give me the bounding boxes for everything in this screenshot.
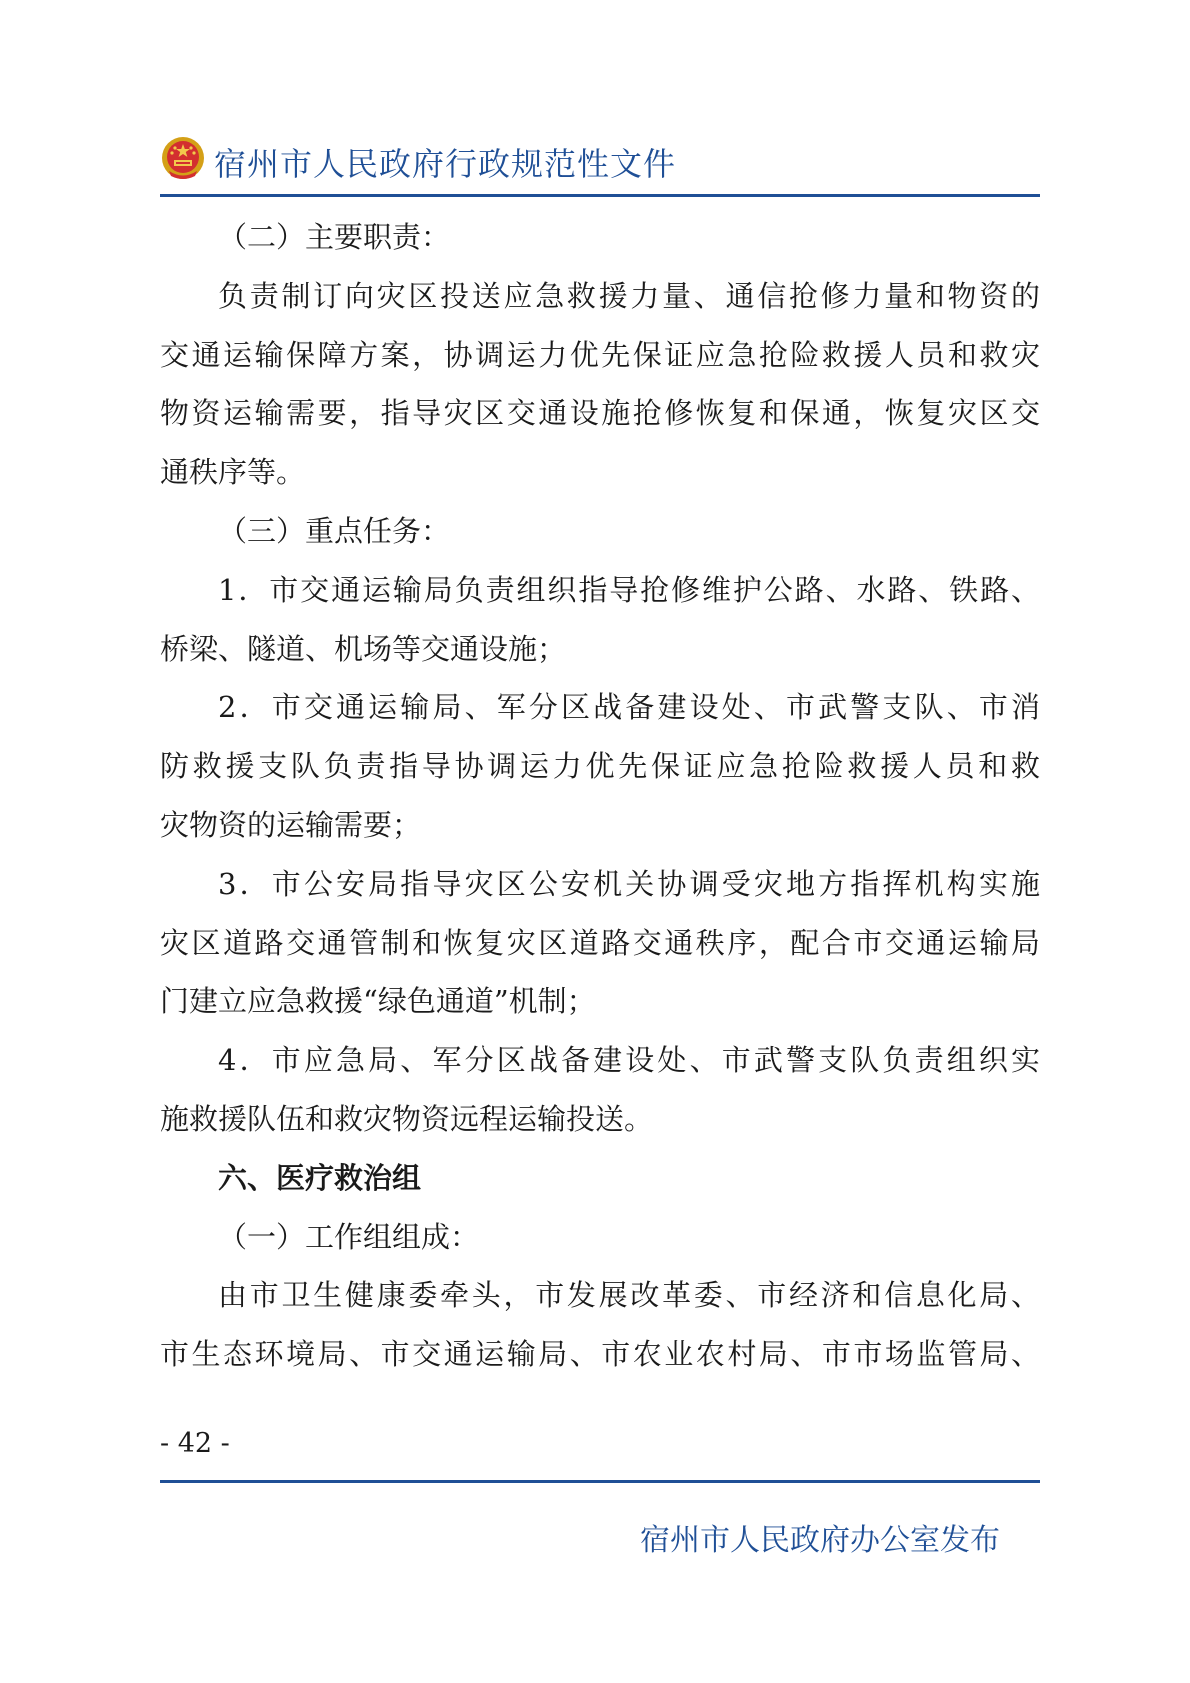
paragraph-line: 市生态环境局、市交通运输局、市农业农村局、市市场监管局、	[160, 1337, 1040, 1372]
paragraph-line: 2．市交通运输局、军分区战备建设处、市武警支队、市消	[218, 690, 1040, 725]
national-emblem-icon	[160, 136, 206, 182]
body-text	[160, 208, 1040, 1384]
paragraph-line: 4．市应急局、军分区战备建设处、市武警支队负责组织实	[218, 1043, 1040, 1078]
paragraph-line: 通秩序等。	[160, 455, 306, 490]
paragraph-line: 灾区道路交通管制和恢复灾区道路交通秩序，配合市交通运输局	[160, 925, 1040, 960]
paragraph-line: 物资运输需要，指导灾区交通设施抢修恢复和保通，恢复灾区交	[160, 396, 1040, 431]
paragraph-line: 3．市公安局指导灾区公安机关协调受灾地方指挥机构实施	[218, 866, 1040, 901]
paragraph-line: 负责制订向灾区投送应急救援力量、通信抢修力量和物资的	[218, 278, 1040, 313]
paragraph-line: 1．市交通运输局负责组织指导抢修维护公路、水路、铁路、	[218, 572, 1040, 607]
footer-divider	[160, 1480, 1040, 1483]
section-heading: （一）工作组组成：	[218, 1219, 480, 1254]
paragraph-line: 门建立应急救援“绿色通道”机制；	[160, 984, 596, 1019]
page-number: - 42 -	[160, 1428, 230, 1459]
paragraph-line: 交通运输保障方案，协调运力优先保证应急抢险救援人员和救灾	[160, 337, 1040, 372]
paragraph-line: 由市卫生健康委牵头，市发展改革委、市经济和信息化局、	[218, 1278, 1040, 1313]
section-heading: （二）主要职责：	[218, 220, 451, 254]
document-header	[160, 136, 1040, 186]
paragraph-line: 灾物资的运输需要；	[160, 807, 422, 842]
chapter-heading: 六、医疗救治组	[218, 1160, 422, 1195]
section-heading: （三）重点任务：	[218, 513, 451, 548]
paragraph-line: 防救援支队负责指导协调运力优先保证应急抢险救援人员和救	[160, 749, 1040, 784]
footer-publisher: 宿州市人民政府办公室发布	[640, 1523, 1000, 1558]
paragraph-line: 施救援队伍和救灾物资远程运输投送。	[160, 1101, 654, 1136]
header-title: 宿州市人民政府行政规范性文件	[214, 145, 677, 183]
paragraph-line: 桥梁、隧道、机场等交通设施；	[160, 631, 567, 666]
header-divider	[160, 194, 1040, 197]
